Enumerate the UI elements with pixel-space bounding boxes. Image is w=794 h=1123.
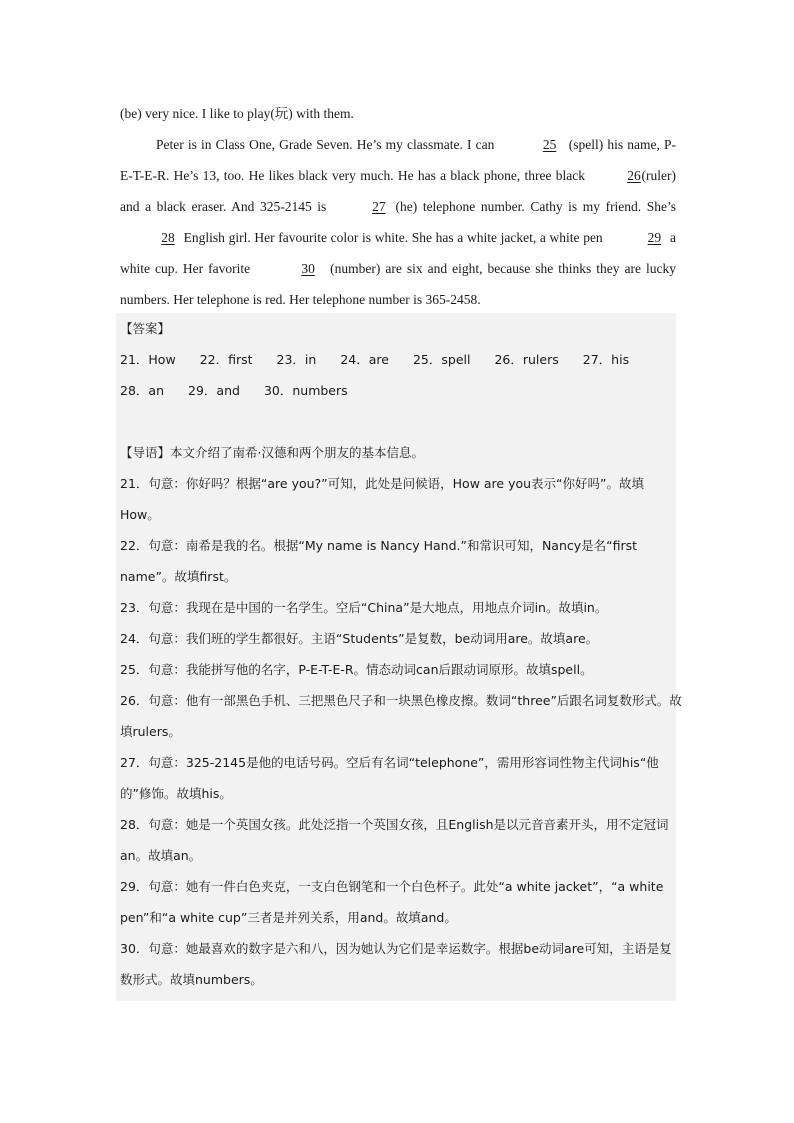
passage-paragraph (120, 129, 676, 315)
answer-heading: 【答案】 (120, 321, 171, 336)
spacer (120, 406, 690, 437)
answer-panel (116, 313, 682, 1001)
passage-text: (spell) his name, P-E-T-E-R. He’s 13, too. He likes black very much. He has a black phone, three black (120, 137, 677, 183)
passage-text: (number) are six and eight, because she thinks they are lucky numbers. Her telephone is red. Her telephone number is 365-2458. (120, 261, 677, 307)
answer-row-1 (120, 344, 690, 375)
blank-29: 29 (647, 230, 662, 245)
passage-text: a white cup. Her favorite (120, 230, 677, 276)
blank-30: 30 (301, 261, 315, 276)
explanation-26: 26．句意：他有一部黑色手机、三把黑色尺子和一块黑色橡皮擦。数词“three”后跟名词复数形式。故填rulers。 (120, 693, 682, 739)
passage-text: English girl. Her favourite color is white. She has a white jacket, a white pen (183, 230, 603, 245)
explanation-27: 27．句意：325-2145是他的电话号码。空后有名词“telephone”，需用形容词性物主代词his“他的”修饰。故填his。 (120, 755, 659, 801)
blank-25: 25 (542, 137, 557, 152)
explanation-30: 30．句意：她最喜欢的数字是六和八，因为她认为它们是幸运数字。根据be动词are可知，主语是复数形式。故填numbers。 (120, 941, 672, 987)
answer-content (120, 313, 690, 995)
blank-28: 28 (161, 230, 175, 245)
answer-item: 28．an (120, 383, 164, 398)
explanation-28: 28．句意：她是一个英国女孩。此处泛指一个英国女孩，且English是以元音音素开头，用不定冠词an。故填an。 (120, 817, 669, 863)
answer-item: 22．first (199, 352, 253, 367)
answer-item: 23．in (276, 352, 317, 367)
explanation-29: 29．句意：她有一件白色夹克，一支白色钢笔和一个白色杯子。此处“a white jacket”，“a white pen”和“a white cup”三者是并列关系，用and。故填and。 (120, 879, 664, 925)
answer-item: 25．spell (412, 352, 471, 367)
explanation-21: 21．句意：你好吗？根据“are you?”可知，此处是问候语，How are you表示“你好吗”。故填How。 (120, 476, 645, 522)
explanation-25: 25．句意：我能拼写他的名字，P-E-T-E-R。情态动词can后跟动词原形。故填spell。 (120, 662, 593, 677)
passage-text: Peter is in Class One, Grade Seven. He’s my classmate. I can (156, 137, 495, 152)
passage-text: (he) telephone number. Cathy is my friend. She’s (395, 199, 677, 214)
answer-item: 21．How (120, 352, 176, 367)
blank-26: 26 (627, 168, 641, 183)
answer-item: 30．numbers (263, 383, 348, 398)
answer-item: 27．his (582, 352, 630, 367)
reading-passage (120, 98, 676, 315)
explanation-intro: 【导语】本文介绍了南希·汉德和两个朋友的基本信息。 (120, 445, 424, 460)
blank-27: 27 (372, 199, 386, 214)
answer-item: 26．rulers (494, 352, 559, 367)
explanation-23: 23．句意：我现在是中国的一名学生。空后“China”是大地点，用地点介词in。故填in。 (120, 600, 608, 615)
passage-line: (be) very nice. I like to play(玩) with them. (120, 106, 354, 121)
explanation-24: 24．句意：我们班的学生都很好。主语“Students”是复数，be动词用are。故填are。 (120, 631, 599, 646)
explanation-22: 22．句意：南希是我的名。根据“My name is Nancy Hand.”和常识可知，Nancy是名“first name”。故填first。 (120, 538, 638, 584)
passage-text: (ruler) and a black eraser. And 325-2145 is (120, 168, 676, 214)
answer-row-2 (120, 375, 690, 406)
answer-item: 29．and (188, 383, 240, 398)
answer-item: 24．are (340, 352, 389, 367)
